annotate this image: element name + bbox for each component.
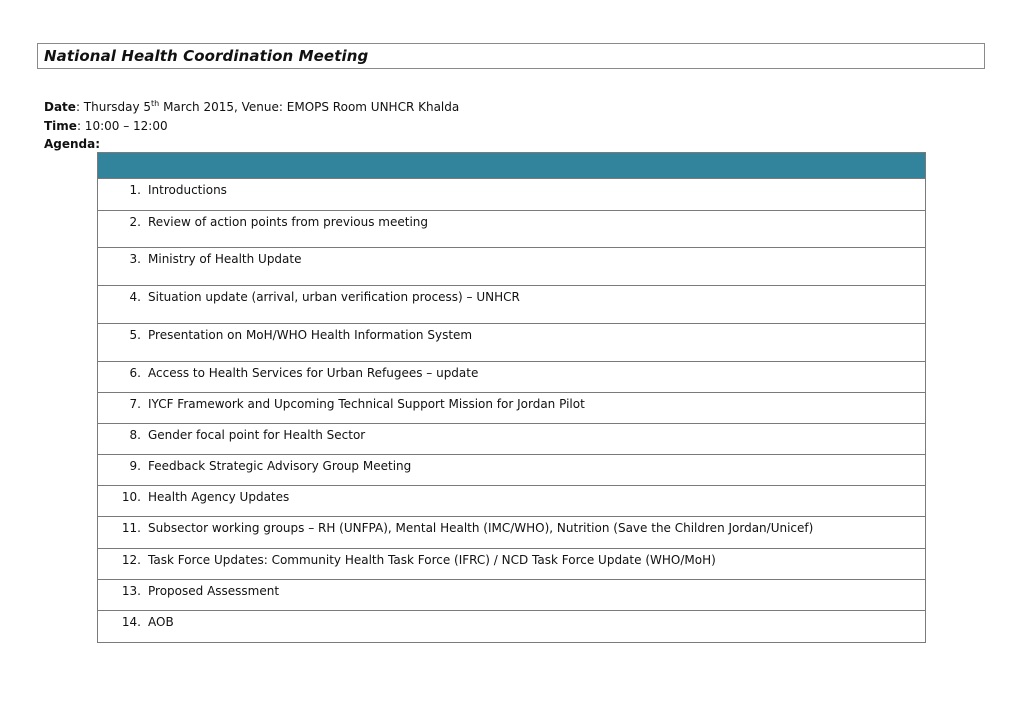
agenda-item-number: 11. xyxy=(121,521,141,535)
agenda-row xyxy=(98,248,926,286)
agenda-item-text: Ministry of Health Update xyxy=(148,252,302,266)
agenda-heading xyxy=(44,135,100,153)
time-line xyxy=(44,117,168,135)
agenda-item-number: 14. xyxy=(121,615,141,629)
agenda-item-number: 6. xyxy=(129,366,141,380)
agenda-item-number: 10. xyxy=(121,490,141,504)
title-box xyxy=(37,43,985,69)
agenda-item-number: 5. xyxy=(129,328,141,342)
agenda-item-text: Feedback Strategic Advisory Group Meeting xyxy=(148,459,412,473)
agenda-item-number: 2. xyxy=(129,215,141,229)
agenda-table xyxy=(97,152,926,643)
agenda-item-text: AOB xyxy=(148,615,174,629)
agenda-table-header xyxy=(98,153,926,179)
agenda-item-text: Task Force Updates: Community Health Task Force (IFRC) / NCD Task Force Update (WHO/MoH) xyxy=(148,553,716,567)
agenda-item-number: 1. xyxy=(129,183,141,197)
time-label: Time xyxy=(44,119,77,133)
agenda-item-text: Situation update (arrival, urban verification process) – UNHCR xyxy=(148,290,520,304)
agenda-row xyxy=(98,211,926,248)
agenda-item-text: Presentation on MoH/WHO Health Information System xyxy=(148,328,473,342)
agenda-item-text: Review of action points from previous meeting xyxy=(148,215,429,229)
agenda-item-text: Access to Health Services for Urban Refugees – update xyxy=(148,366,479,380)
agenda-item-number: 7. xyxy=(129,397,141,411)
agenda-row xyxy=(98,179,926,211)
agenda-row xyxy=(98,549,926,580)
agenda-item-text: Gender focal point for Health Sector xyxy=(148,428,366,442)
date-venue: March 2015, Venue: EMOPS Room UNHCR Khalda xyxy=(159,100,460,114)
agenda-item-text: Introductions xyxy=(148,183,227,197)
date-value: : Thursday 5 xyxy=(75,100,152,114)
agenda-row xyxy=(98,324,926,362)
agenda-row xyxy=(98,393,926,424)
agenda-item-number: 4. xyxy=(129,290,141,304)
agenda-row xyxy=(98,286,926,324)
agenda-row xyxy=(98,580,926,611)
document-title: National Health Coordination Meeting xyxy=(44,47,369,65)
agenda-item-number: 12. xyxy=(121,553,141,567)
date-label: Date xyxy=(44,100,76,114)
agenda-item-text: IYCF Framework and Upcoming Technical Support Mission for Jordan Pilot xyxy=(148,397,585,411)
agenda-row xyxy=(98,424,926,455)
agenda-item-number: 9. xyxy=(129,459,141,473)
agenda-row xyxy=(98,517,926,549)
agenda-row xyxy=(98,455,926,486)
agenda-item-text: Proposed Assessment xyxy=(148,584,280,598)
agenda-row xyxy=(98,486,926,517)
agenda-item-number: 13. xyxy=(121,584,141,598)
date-line xyxy=(44,98,459,116)
agenda-item-text: Subsector working groups – RH (UNFPA), Mental Health (IMC/WHO), Nutrition (Save the Children Jordan/Unicef) xyxy=(148,521,814,535)
date-ordinal: th xyxy=(151,99,160,108)
agenda-item-number: 3. xyxy=(129,252,141,266)
agenda-row xyxy=(98,611,926,643)
agenda-row xyxy=(98,362,926,393)
agenda-header-cell xyxy=(98,153,926,179)
time-value: : 10:00 – 12:00 xyxy=(76,119,168,133)
agenda-item-text: Health Agency Updates xyxy=(148,490,290,504)
agenda-item-number: 8. xyxy=(129,428,141,442)
agenda-label: Agenda: xyxy=(44,137,101,151)
